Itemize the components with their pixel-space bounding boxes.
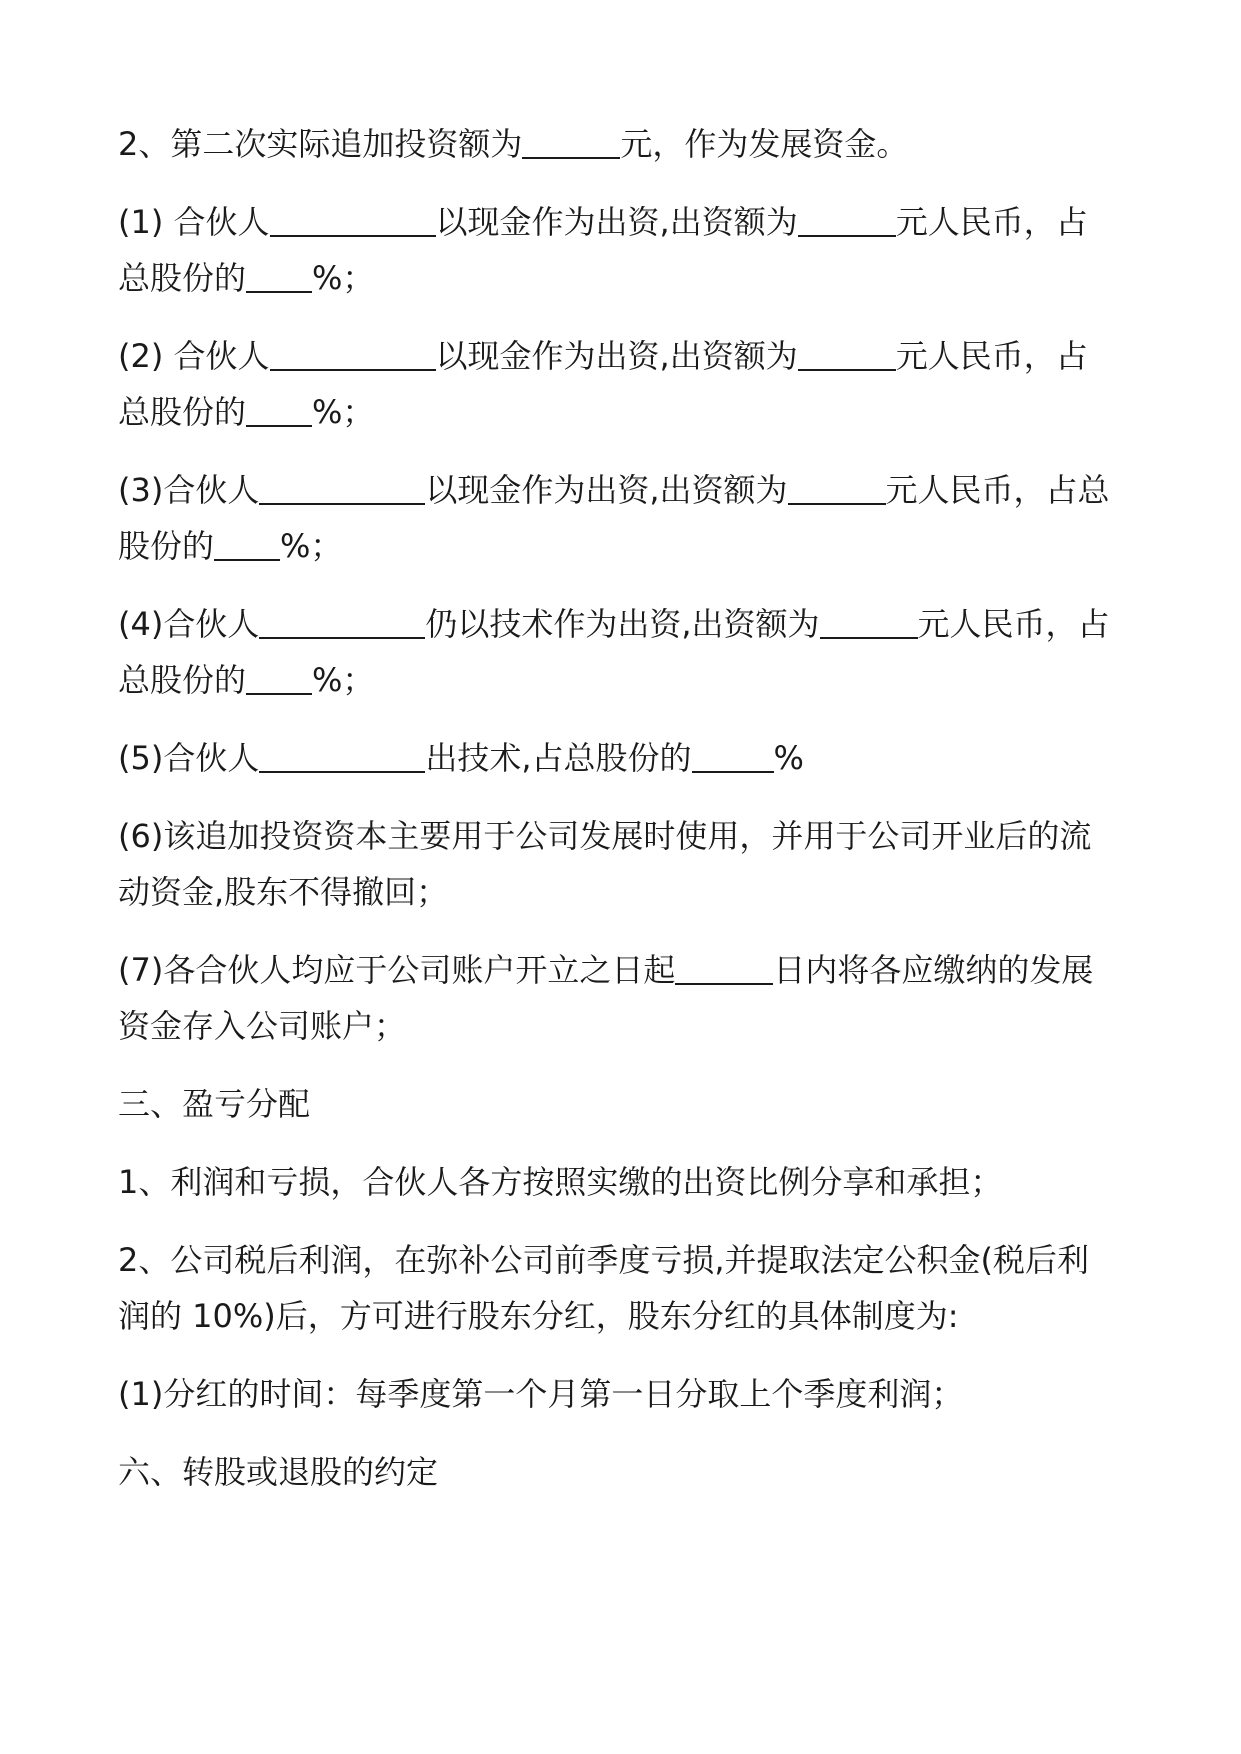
- text: 元人民币，占: [895, 203, 1088, 241]
- text: 股份的: [118, 527, 215, 565]
- section-heading-profit-loss: [118, 1076, 1128, 1132]
- paragraph-partner-5: [118, 730, 1128, 786]
- text: 元，作为发展资金。: [620, 125, 909, 163]
- text: 2、第二次实际追加投资额为: [118, 125, 523, 163]
- text: (2) 合伙人: [118, 337, 270, 375]
- text: (1)分红的时间：每季度第一个月第一日分取上个季度利润；: [118, 1375, 964, 1413]
- text: 元人民币，占总: [885, 471, 1110, 509]
- text: 出技术,占总股份的: [425, 739, 692, 777]
- text: (6)该追加投资资本主要用于公司发展时使用，并用于公司开业后的流: [118, 817, 1092, 855]
- blank-field: [820, 603, 918, 639]
- text: 润的 10%)后，方可进行股东分红，股东分红的具体制度为:: [118, 1297, 959, 1335]
- paragraph-profit-sharing: [118, 1154, 1128, 1210]
- blank-field: [798, 201, 896, 237]
- text: 以现金作为出资,出资额为: [435, 203, 798, 241]
- text: %；: [312, 259, 375, 297]
- text: 资金存入公司账户；: [118, 1007, 407, 1045]
- blank-field: [246, 391, 312, 427]
- heading-text: 六、转股或退股的约定: [118, 1453, 439, 1491]
- text: %；: [312, 393, 375, 431]
- blank-field: [692, 737, 774, 773]
- text: (5)合伙人: [118, 739, 260, 777]
- section-heading-share-transfer: [118, 1444, 1128, 1500]
- text: 1、利润和亏损，合伙人各方按照实缴的出资比例分享和承担；: [118, 1163, 1003, 1201]
- heading-text: 三、盈亏分配: [118, 1085, 311, 1123]
- text: 元人民币，占: [895, 337, 1088, 375]
- document-body: [118, 116, 1128, 1522]
- blank-field: [259, 737, 425, 773]
- text: (1) 合伙人: [118, 203, 270, 241]
- blank-field: [675, 949, 773, 985]
- blank-field: [270, 201, 436, 237]
- text: 2、公司税后利润，在弥补公司前季度亏损,并提取法定公积金(税后利: [118, 1241, 1090, 1279]
- paragraph-dividend-timing: [118, 1366, 1128, 1422]
- blank-field: [270, 335, 436, 371]
- blank-field: [788, 469, 886, 505]
- text: (7)各合伙人均应于公司账户开立之日起: [118, 951, 676, 989]
- text: %；: [280, 527, 343, 565]
- text: 日内将各应缴纳的发展: [773, 951, 1094, 989]
- paragraph-partner-4: [118, 596, 1128, 708]
- blank-field: [259, 603, 425, 639]
- paragraph-usage: [118, 808, 1128, 920]
- text: (3)合伙人: [118, 471, 260, 509]
- blank-field: [246, 257, 312, 293]
- blank-field: [214, 525, 280, 561]
- text: 以现金作为出资,出资额为: [425, 471, 788, 509]
- blank-field: [259, 469, 425, 505]
- text: 总股份的: [118, 661, 247, 699]
- blank-field: [798, 335, 896, 371]
- text: 总股份的: [118, 393, 247, 431]
- text: 总股份的: [118, 259, 247, 297]
- text: 仍以技术作为出资,出资额为: [425, 605, 820, 643]
- blank-field: [522, 123, 620, 159]
- paragraph-partner-2: [118, 328, 1128, 440]
- blank-field: [246, 659, 312, 695]
- text: %；: [312, 661, 375, 699]
- paragraph-partner-3: [118, 462, 1128, 574]
- text: 以现金作为出资,出资额为: [435, 337, 798, 375]
- text: %: [773, 739, 804, 777]
- paragraph-partner-1: [118, 194, 1128, 306]
- text: (4)合伙人: [118, 605, 260, 643]
- paragraph-after-tax-profit: [118, 1232, 1128, 1344]
- text: 动资金,股东不得撤回；: [118, 873, 449, 911]
- text: 元人民币，占: [917, 605, 1110, 643]
- paragraph-second-investment: [118, 116, 1128, 172]
- paragraph-deposit-deadline: [118, 942, 1128, 1054]
